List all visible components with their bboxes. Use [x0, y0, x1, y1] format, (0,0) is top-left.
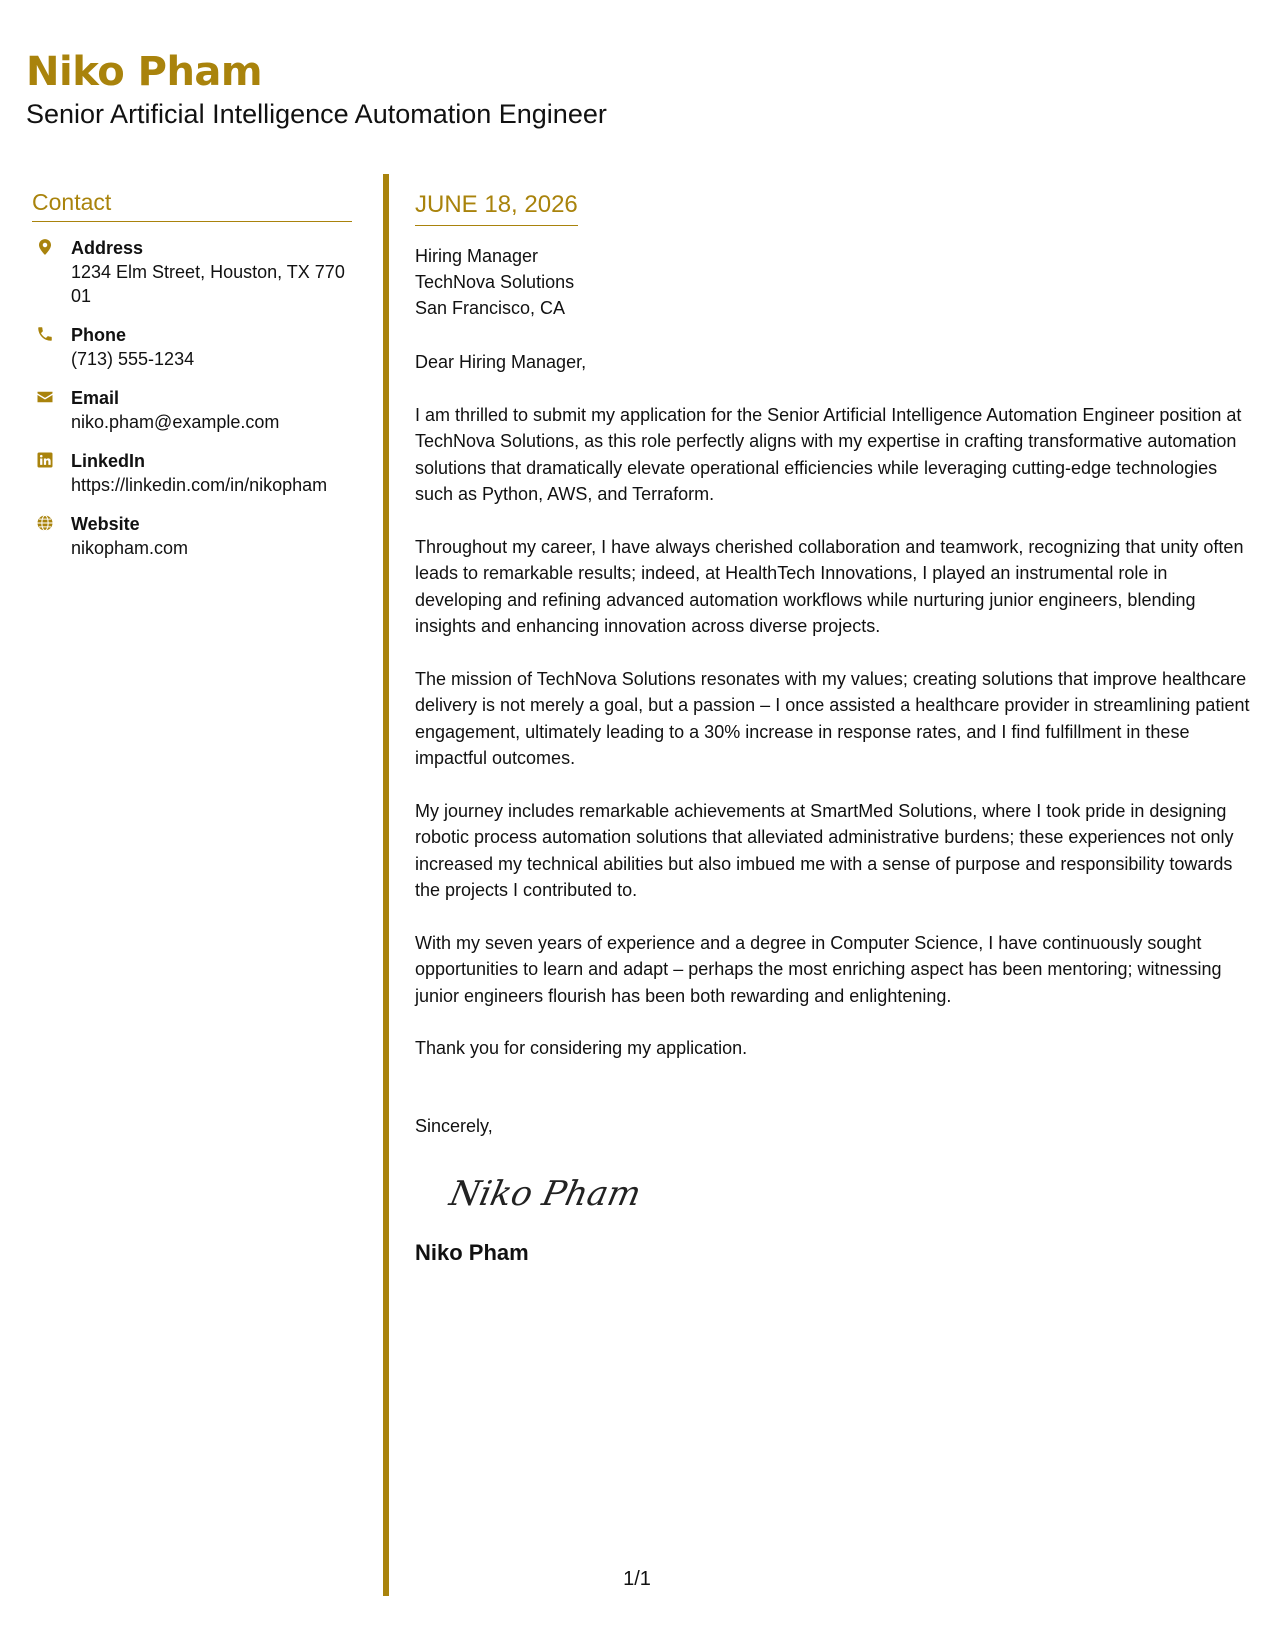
recipient-line: San Francisco, CA [415, 298, 566, 318]
letter-paragraph: Throughout my career, I have always cherished collaboration and teamwork, recognizing that unity often leads to remarkable results; indeed, at HealthTech Innovations, I played an instrumental role in developing and refining advanced automation workflows while nurturing junior engineers, blending insights and enhancing innovation across diverse projects. [415, 536, 1244, 636]
recipient-line: Hiring Manager [415, 246, 539, 266]
linkedin-icon [36, 451, 54, 469]
address-value: 1234 Elm Street, Houston, TX 77001 [71, 262, 345, 306]
letter-paragraph: Thank you for considering my application. [415, 1038, 748, 1058]
contact-label: Email [71, 388, 120, 408]
signature [445, 1163, 665, 1223]
contact-item-website [32, 512, 352, 560]
letter-date: JUNE 18, 2026 [415, 190, 578, 226]
closing: Sincerely, [415, 1115, 493, 1136]
contact-item-address [32, 236, 352, 308]
job-title: Senior Artificial Intelligence Automation Engineer [26, 99, 607, 129]
letter-paragraph: I am thrilled to submit my application for the Senior Artificial Intelligence Automation Engineer position at TechNova Solutions, as this role perfectly aligns with my expertise in crafting transformative automation solutions that dramatically elevate operational efficiencies while leveraging cutting-edge technologies such as Python, AWS, and Terraform. [415, 404, 1242, 504]
letter-paragraph: My journey includes remarkable achievements at SmartMed Solutions, where I took pride in designing robotic process automation solutions that alleviated administrative burdens; these experiences not only increased my technical abilities but also imbued me with a sense of purpose and responsibility towards the projects I contributed to. [415, 800, 1234, 900]
envelope-icon [36, 388, 54, 406]
vertical-divider [383, 174, 389, 1596]
contact-label: Address [71, 238, 144, 258]
contact-label: Website [71, 514, 140, 534]
email-value[interactable]: niko.pham@example.com [71, 412, 280, 432]
globe-icon [36, 514, 54, 532]
contact-sidebar [32, 188, 352, 575]
contact-label: LinkedIn [71, 451, 146, 471]
contact-heading: Contact [32, 188, 352, 222]
contact-item-linkedin [32, 449, 352, 497]
phone-icon [36, 325, 54, 343]
signer-name: Niko Pham [415, 1240, 529, 1265]
recipient-line: TechNova Solutions [415, 272, 575, 292]
website-value[interactable]: nikopham.com [71, 538, 189, 558]
contact-item-phone [32, 323, 352, 371]
svg-text:Niko Pham: Niko Pham [446, 1174, 645, 1214]
page-number: 1/1 [623, 1568, 651, 1590]
phone-value: (713) 555-1234 [71, 349, 195, 369]
contact-label: Phone [71, 325, 127, 345]
contact-item-email [32, 386, 352, 434]
recipient-block [415, 243, 1255, 321]
letter-paragraph: The mission of TechNova Solutions resonates with my values; creating solutions that improve healthcare delivery is not merely a goal, but a passion – I once assisted a healthcare provider in streamlining patient engagement, ultimately leading to a 30% increase in response rates, and I find fulfillment in these impactful outcomes. [415, 668, 1250, 768]
letter-body [415, 190, 1255, 1267]
contact-list [32, 236, 352, 560]
header [26, 48, 607, 131]
map-pin-icon [36, 238, 54, 256]
candidate-name: Niko Pham [26, 49, 263, 95]
linkedin-value[interactable]: https://linkedin.com/in/nikopham [71, 475, 328, 495]
letter-paragraph: With my seven years of experience and a degree in Computer Science, I have continuously sought opportunities to learn and adapt – perhaps the most enriching aspect has been mentoring; witnessing junior engineers flourish has been both rewarding and enlightening. [415, 932, 1222, 1006]
salutation: Dear Hiring Manager, [415, 352, 587, 372]
